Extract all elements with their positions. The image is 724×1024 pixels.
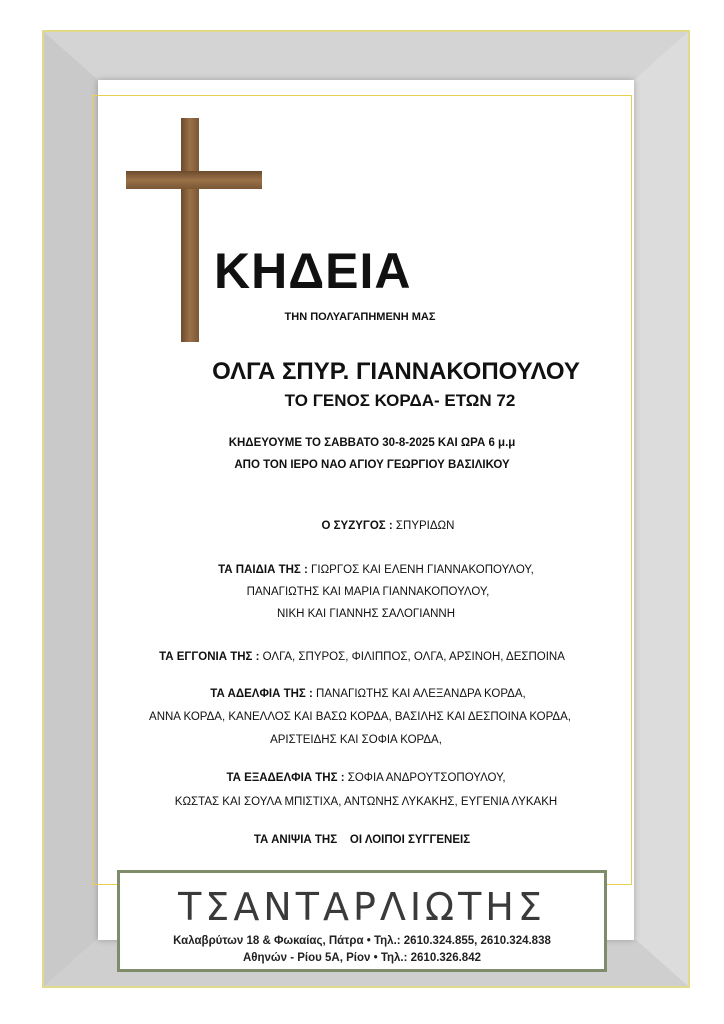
nieces-label: ΤΑ ΑΝΙΨΙΑ ΤΗΣ — [253, 834, 338, 846]
cross-icon — [181, 118, 199, 342]
spouse-name: ΣΠΥΡΙΔΩΝ — [395, 520, 455, 532]
siblings-line-2: ΑΝΝΑ ΚΟΡΔΑ, ΚΑΝΕΛΛΟΣ ΚΑΙ ΒΑΣΩ ΚΟΡΔΑ, ΒΑΣΙΛΗΣ ΚΑΙ ΔΕΣΠΟΙΝΑ ΚΟΡΔΑ, — [149, 711, 571, 723]
other-relatives: ΟΙ ΛΟΙΠΟΙ ΣΥΓΓΕΝΕΙΣ — [349, 834, 471, 846]
funeral-time: ΚΗΔΕΥΟΥΜΕ ΤΟ ΣΑΒΒΑΤΟ 30-8-2025 ΚΑΙ ΩΡΑ 6 μ.μ — [228, 437, 516, 449]
gold-border-line — [92, 95, 632, 885]
spouse-line — [26, 520, 724, 532]
children-label: ΤΑ ΠΑΙΔΙΑ ΤΗΣ : — [218, 564, 308, 576]
spouse-label: Ο ΣΥΖΥΓΟΣ : — [321, 520, 393, 532]
funeral-home-name: ΤΣΑΝΤΑΡΛΙΩΤΗΣ — [178, 885, 546, 929]
church-location: ΑΠΟ ΤΟΝ ΙΕΡΟ ΝΑΟ ΑΓΙΟΥ ΓΕΩΡΓΙΟΥ ΒΑΣΙΛΙΚΟΥ — [234, 459, 510, 471]
cousins-label: ΤΑ ΕΞΑΔΕΛΦΙΑ ΤΗΣ : — [226, 772, 345, 784]
siblings-line-1 — [6, 688, 724, 700]
funeral-home-box — [117, 870, 607, 972]
grandchildren-names: ΟΛΓΑ, ΣΠΥΡΟΣ, ΦΙΛΙΠΠΟΣ, ΟΛΓΑ, ΑΡΣΙΝΟΗ, ΔΕΣΠΟΙΝΑ — [262, 651, 565, 663]
notice-subtitle: ΤΗΝ ΠΟΛΥΑΓΑΠΗΜΕΝΗ ΜΑΣ — [284, 311, 436, 323]
children-names-1: ΓΙΩΡΓΟΣ ΚΑΙ ΕΛΕΝΗ ΓΙΑΝΝΑΚΟΠΟΥΛΟΥ, — [311, 564, 534, 576]
siblings-line-3: ΑΡΙΣΤΕΙΔΗΣ ΚΑΙ ΣΟΦΙΑ ΚΟΡΔΑ, — [270, 734, 442, 746]
maiden-name-age: ΤΟ ΓΕΝΟΣ ΚΟΡΔΑ- ΕΤΩΝ 72 — [284, 391, 516, 410]
funeral-home-address-2: Αθηνών - Ρίου 5Α, Ρίον • Τηλ.: 2610.326.842 — [242, 952, 481, 964]
cousins-line-1 — [4, 772, 724, 784]
siblings-names-1: ΠΑΝΑΓΙΩΤΗΣ ΚΑΙ ΑΛΕΞΑΝΔΡΑ ΚΟΡΔΑ, — [316, 688, 526, 700]
deceased-name: ΟΛΓΑ ΣΠΥΡ. ΓΙΑΝΝΑΚΟΠΟΥΛΟΥ — [212, 358, 580, 385]
nieces-line — [0, 834, 724, 846]
children-line-2: ΠΑΝΑΓΙΩΤΗΣ ΚΑΙ ΜΑΡΙΑ ΓΙΑΝΝΑΚΟΠΟΥΛΟΥ, — [246, 586, 490, 598]
cross-icon-bar — [126, 171, 262, 189]
cousins-names-1: ΣΟΦΙΑ ΑΝΔΡΟΥΤΣΟΠΟΥΛΟΥ, — [347, 772, 506, 784]
children-line-3: ΝΙΚΗ ΚΑΙ ΓΙΑΝΝΗΣ ΣΑΛΟΓΙΑΝΝΗ — [276, 608, 456, 620]
grandchildren-line — [0, 651, 724, 663]
funeral-home-address-1: Καλαβρύτων 18 & Φωκαίας, Πάτρα • Τηλ.: 2610.324.855, 2610.324.838 — [173, 935, 551, 947]
notice-title: ΚΗΔΕΙΑ — [214, 243, 412, 299]
grandchildren-label: ΤΑ ΕΓΓΟΝΙΑ ΤΗΣ : — [159, 651, 260, 663]
siblings-label: ΤΑ ΑΔΕΛΦΙΑ ΤΗΣ : — [210, 688, 313, 700]
children-line-1 — [14, 564, 724, 576]
cousins-line-2: ΚΩΣΤΑΣ ΚΑΙ ΣΟΥΛΑ ΜΠΙΣΤΙΧΑ, ΑΝΤΩΝΗΣ ΛΥΚΑΚΗΣ, ΕΥΓΕΝΙΑ ΛΥΚΑΚΗ — [174, 796, 558, 808]
